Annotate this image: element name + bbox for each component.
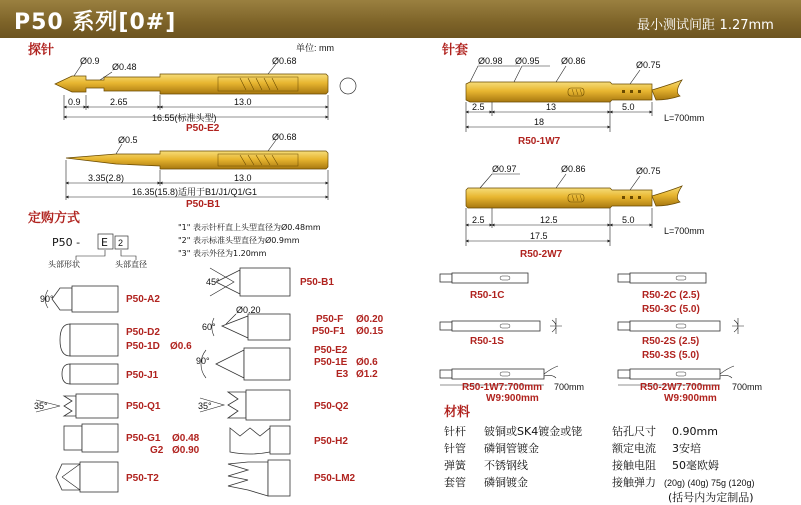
variant-1w-length: 700mm <box>554 382 585 392</box>
tip-j1-drawing <box>62 364 118 384</box>
tip-q2-angle: 35° <box>198 401 212 411</box>
tip-e3-label: E3 <box>336 369 349 380</box>
tip-a2-angle: 90° <box>40 294 54 304</box>
tip-t2-drawing <box>56 462 118 492</box>
probe-e2-drawing <box>55 64 356 120</box>
order-note-1: "1" 表示针杆直上头型直径为Ø0.48mm <box>178 223 321 232</box>
receptacle-w2-dia2: Ø0.86 <box>561 164 586 174</box>
mat-key2-4: 接触弹力 <box>612 476 656 489</box>
mat-key2-1: 钻孔尺寸 <box>612 425 656 438</box>
variant-1c-drawing <box>440 273 528 283</box>
probe-e2-dim1: 0.9 <box>68 97 81 107</box>
mat-val2-3: 50毫欧姆 <box>672 459 719 472</box>
receptacle-w1-dim3: 5.0 <box>622 102 635 112</box>
tip-f-callout: Ø0.20 <box>236 305 261 315</box>
pitch-label: 最小测试间距 1.27mm <box>637 18 774 33</box>
tip-1d-label: P50-1D <box>126 341 160 352</box>
tip-1e-dia: Ø0.6 <box>356 357 378 368</box>
tip-g2-dia: Ø0.90 <box>172 445 200 456</box>
tip-g1-drawing <box>64 424 118 452</box>
tip-a2-drawing <box>45 286 118 312</box>
tip-e3-dia: Ø1.2 <box>356 369 378 380</box>
tip-b1-label: P50-B1 <box>300 277 334 288</box>
probe-e2-name: P50-E2 <box>186 123 220 134</box>
variant-2c-label: R50-2C (2.5) <box>642 290 700 301</box>
order-callout-lines <box>76 250 136 260</box>
receptacle-w1-dim2: 13 <box>546 102 557 112</box>
tip-f-dia: Ø0.20 <box>356 314 384 325</box>
probe-b1-dim2: 13.0 <box>234 173 252 183</box>
tip-j1-label: P50-J1 <box>126 370 159 381</box>
receptacle-w1-dim1: 2.5 <box>472 102 485 112</box>
variant-2s-label: R50-2S (2.5) <box>642 336 700 347</box>
tip-f-angle: 60° <box>202 322 216 332</box>
tip-t2-label: P50-T2 <box>126 473 159 484</box>
probe-e2-barrel-dia: Ø0.68 <box>272 56 297 66</box>
receptacle-w2-dim2: 12.5 <box>540 215 558 225</box>
tip-q1-angle: 35° <box>34 401 48 411</box>
variant-3s-label: R50-3S (5.0) <box>642 350 700 361</box>
mat-val-1: 铍铜或SK4镀金或铑 <box>484 425 583 438</box>
tip-f-label: P50-F <box>316 314 344 325</box>
tip-f1-label: P50-F1 <box>312 326 345 337</box>
tip-e2-angle: 90° <box>196 356 210 366</box>
probe-e2-shaft-dia: Ø0.48 <box>112 62 137 72</box>
order-label-diameter: 头部直径 <box>115 260 147 269</box>
receptacle-w2-name: R50-2W7 <box>520 249 563 260</box>
receptacle-w1-total: 18 <box>534 117 545 127</box>
receptacle-w2-total: 17.5 <box>530 231 548 241</box>
receptacle-w1-dia3: Ø0.86 <box>561 56 586 66</box>
tip-b1-drawing <box>210 268 290 296</box>
page-title: P50 系列[0#] <box>14 10 177 35</box>
tip-q2-drawing <box>200 390 290 420</box>
receptacle-heading: 针套 <box>442 43 469 58</box>
mat-key-1: 针杆 <box>444 425 466 438</box>
mat-val2-4: (20g) (40g) 75g (120g) <box>664 478 755 488</box>
variant-1s-label: R50-1S <box>470 336 504 347</box>
probe-unit: 单位: mm <box>296 43 334 53</box>
probe-b1-total: 16.35(15.8)适用于B1/J1/Q1/G1 <box>132 187 258 197</box>
receptacle-w2-dia1: Ø0.97 <box>492 164 517 174</box>
probe-b1-name: P50-B1 <box>186 199 220 210</box>
mat-val-2: 磷铜管镀金 <box>484 442 539 455</box>
receptacle-w1-dia4: Ø0.75 <box>636 60 661 70</box>
variant-2w-length: 700mm <box>732 382 763 392</box>
mat-key2-2: 额定电流 <box>612 442 656 455</box>
receptacle-w2-dim1: 2.5 <box>472 215 485 225</box>
probe-e2-total: 16.55(标准头型) <box>152 113 217 123</box>
receptacle-w2-dia3: Ø0.75 <box>636 166 661 176</box>
variant-1w9-label: W9:900mm <box>486 393 539 404</box>
mat-key-2: 针管 <box>444 442 466 455</box>
tip-e2-label: P50-E2 <box>314 345 348 356</box>
receptacle-w2-drawing <box>466 174 682 246</box>
tip-e2-drawing <box>201 348 290 380</box>
receptacle-w1-dia1: Ø0.98 <box>478 56 503 66</box>
order-box2-text: 2 <box>118 238 124 248</box>
tip-q1-drawing <box>36 394 118 418</box>
mat-key-4: 套管 <box>444 476 466 489</box>
tip-q1-label: P50-Q1 <box>126 401 161 412</box>
tip-g1-dia: Ø0.48 <box>172 433 200 444</box>
receptacle-w2-length: L=700mm <box>664 226 705 236</box>
tip-lm2-label: P50-LM2 <box>314 473 356 484</box>
variant-3c-label: R50-3C (5.0) <box>642 304 700 315</box>
probe-b1-dim1: 3.35(2.8) <box>88 173 125 183</box>
receptacle-w2-dim3: 5.0 <box>622 215 635 225</box>
variant-2s-drawing <box>618 318 744 334</box>
variant-1c-label: R50-1C <box>470 290 505 301</box>
probe-b1-tip-dia: Ø0.5 <box>118 135 138 145</box>
tip-1e-label: P50-1E <box>314 357 348 368</box>
tip-h2-label: P50-H2 <box>314 436 348 447</box>
receptacle-w1-name: R50-1W7 <box>518 136 561 147</box>
probe-heading: 探针 <box>28 43 55 58</box>
materials-note: (括号内为定制品) <box>668 491 754 504</box>
tip-f1-dia: Ø0.15 <box>356 326 384 337</box>
materials-table <box>444 424 755 504</box>
receptacle-w1-length: L=700mm <box>664 113 705 123</box>
mat-val2-1: 0.90mm <box>672 425 718 438</box>
tip-d2-drawing <box>60 324 118 356</box>
probe-b1-barrel-dia: Ø0.68 <box>272 132 297 142</box>
tip-d2-label: P50-D2 <box>126 327 160 338</box>
order-box1-text: E <box>101 236 108 249</box>
variant-2w9-label: W9:900mm <box>664 393 717 404</box>
tip-1d-dia: Ø0.6 <box>170 341 192 352</box>
materials-heading: 材料 <box>444 405 471 420</box>
mat-val2-2: 3安培 <box>672 442 701 455</box>
order-code-prefix: P50 - <box>52 236 81 249</box>
pitch-value: 1.27mm <box>719 18 774 33</box>
order-label-shape: 头部形状 <box>48 260 80 269</box>
mat-key2-3: 接触电阻 <box>612 459 656 472</box>
probe-e2-tip-dia: Ø0.9 <box>80 56 100 66</box>
tip-q2-label: P50-Q2 <box>314 401 349 412</box>
mat-val-4: 磷铜镀金 <box>484 476 528 489</box>
order-note-2: "2" 表示标准头型直径为Ø0.9mm <box>178 236 300 245</box>
order-note-3: "3" 表示外径为1.20mm <box>178 249 267 258</box>
mat-key-3: 弹簧 <box>444 459 466 472</box>
variant-1s-drawing <box>440 318 562 334</box>
tip-lm2-drawing <box>228 460 290 496</box>
tip-f-drawing <box>212 314 290 340</box>
variant-2c-drawing <box>618 273 706 283</box>
tip-g1-label: P50-G1 <box>126 433 161 444</box>
variant-2w7-label: R50-2W7:700mm <box>640 382 721 393</box>
variant-1w7-label: R50-1W7:700mm <box>462 382 543 393</box>
tip-g2-label: G2 <box>150 445 164 456</box>
tip-b1-angle: 45° <box>206 277 220 287</box>
tip-a2-label: P50-A2 <box>126 294 160 305</box>
receptacle-w1-dia2: Ø0.95 <box>515 56 540 66</box>
mat-val-3: 不锈钢线 <box>484 459 528 472</box>
probe-e2-dim3: 13.0 <box>234 97 252 107</box>
receptacle-w1-drawing <box>466 66 682 132</box>
tip-h2-drawing <box>230 426 290 454</box>
probe-e2-dim2: 2.65 <box>110 97 128 107</box>
order-heading: 定购方式 <box>28 211 81 226</box>
